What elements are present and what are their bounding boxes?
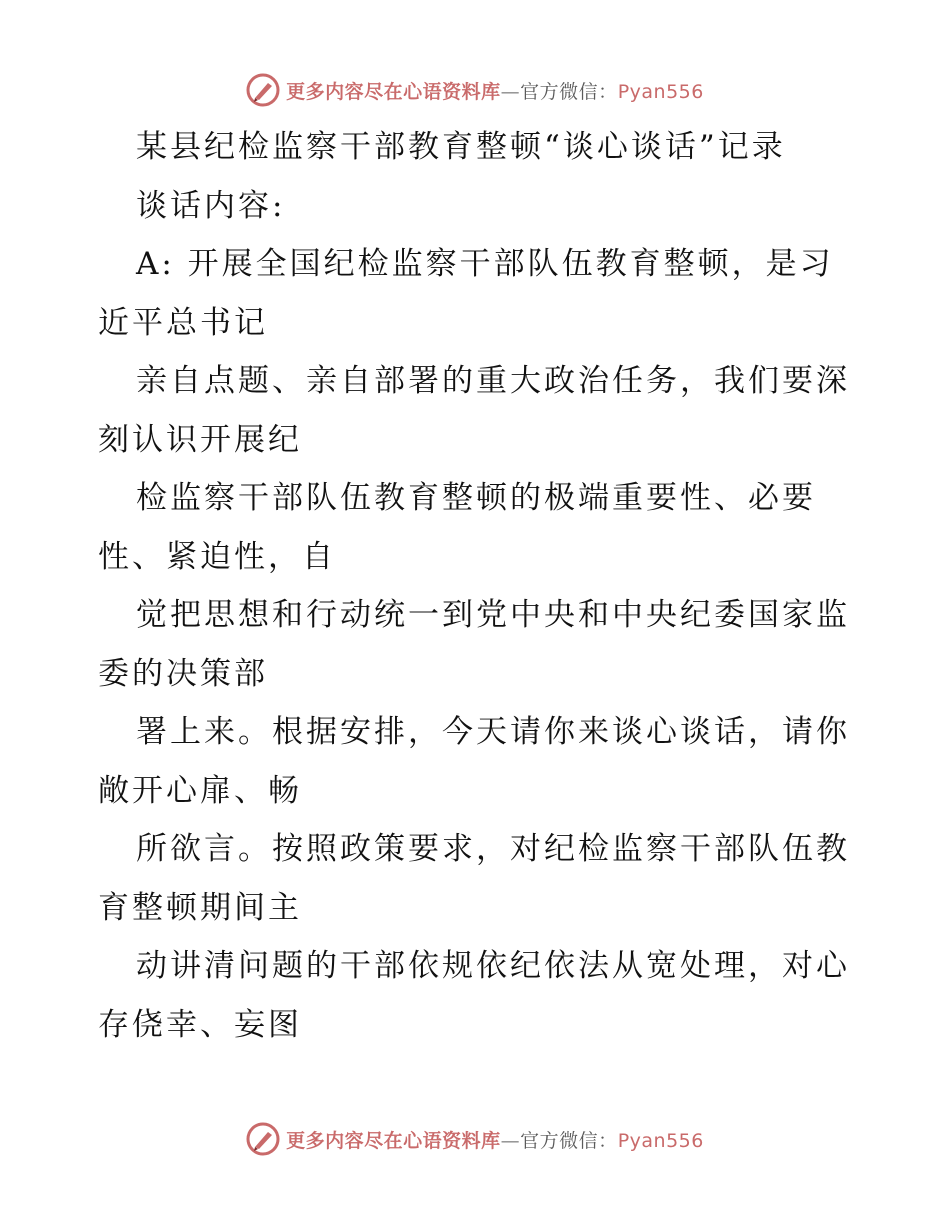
wechat-label: 官方微信： bbox=[520, 1129, 618, 1152]
banner-text: 更多内容尽在心语资料库 bbox=[286, 1129, 501, 1152]
paragraph-line: A: 开展全国纪检监察干部队伍教育整顿，是习 bbox=[136, 246, 834, 282]
paragraph-line: 敞开心扉、畅 bbox=[98, 772, 302, 809]
paragraph-line: 育整顿期间主 bbox=[98, 889, 302, 926]
paragraph-line: 所欲言。按照政策要求，对纪检监察干部队伍教 bbox=[136, 831, 850, 867]
banner-text: 更多内容尽在心语资料库 bbox=[286, 80, 501, 103]
section-label: 谈话内容: bbox=[136, 187, 286, 224]
wechat-id: Pyan556 bbox=[617, 1129, 704, 1152]
paragraph-line: 近平总书记 bbox=[98, 304, 268, 341]
paragraph-line: 存侥幸、妄图 bbox=[98, 1006, 302, 1043]
banner-separator: — bbox=[500, 1129, 521, 1152]
document-body bbox=[98, 118, 858, 1054]
paragraph-line: 觉把思想和行动统一到党中央和中央纪委国家监 bbox=[136, 597, 850, 633]
banner-separator: — bbox=[500, 80, 521, 103]
pen-logo-icon bbox=[246, 1122, 280, 1156]
wechat-label: 官方微信： bbox=[520, 80, 618, 103]
paragraph-line: 亲自点题、亲自部署的重大政治任务，我们要深 bbox=[136, 363, 850, 399]
banner-text-group bbox=[286, 77, 704, 104]
paragraph-line: 委的决策部 bbox=[98, 655, 268, 692]
paragraph-line: 检监察干部队伍教育整顿的极端重要性、必要 bbox=[136, 480, 816, 516]
paragraph-line: 刻认识开展纪 bbox=[98, 421, 302, 458]
wechat-id: Pyan556 bbox=[617, 80, 704, 103]
pen-logo-icon bbox=[246, 73, 280, 107]
paragraph-line: 署上来。根据安排，今天请你来谈心谈话，请你 bbox=[136, 714, 850, 750]
paragraph-line: 性、紧迫性，自 bbox=[98, 538, 336, 575]
banner-text-group bbox=[286, 1126, 704, 1153]
header-banner bbox=[0, 70, 950, 110]
footer-banner bbox=[0, 1119, 950, 1159]
paragraph-line: 动讲清问题的干部依规依纪依法从宽处理，对心 bbox=[136, 948, 850, 984]
document-title: 某县纪检监察干部教育整顿“谈心谈话”记录 bbox=[136, 129, 786, 165]
